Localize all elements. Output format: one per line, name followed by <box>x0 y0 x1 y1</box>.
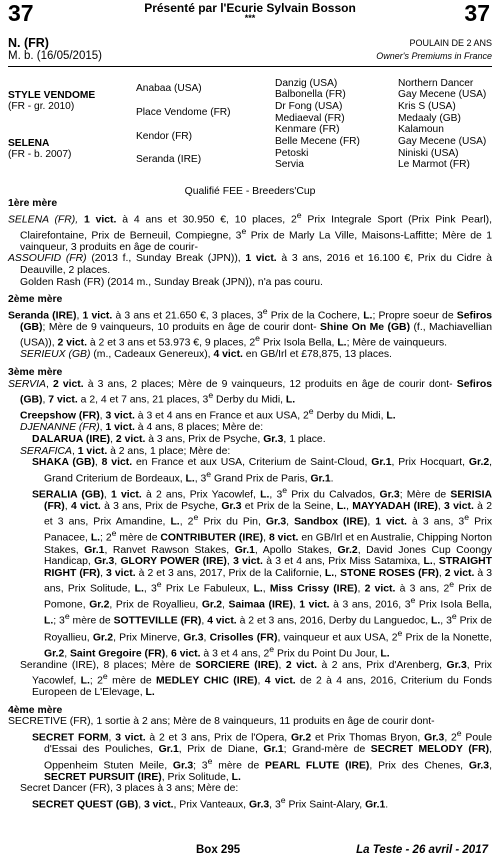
lot-number-right: 37 <box>464 0 490 26</box>
page-footer <box>0 845 500 859</box>
horse-details: M. b. (16/05/2015) <box>8 50 102 62</box>
paragraph: Seranda (IRE), 1 vict. à 3 ans et 21.650 €, 3 places, 3e Prix de la Cochere, L.; Propre soeur de Sefiros (GB); Mère de 9 vainqueurs, 10 produits en âge de courir dont- Shine On Me (GB) (f., Machiavellian (USA)), 2 vict. à 2 et 3 ans et 53.973 €, 9 places, 2e Prix Isola Bella, L.; Mère de vainqueurs. <box>8 305 493 349</box>
paragraph: SECRET FORM, 3 vict. à 2 et 3 ans, Prix de l'Opera, Gr.2 et Prix Thomas Bryon, Gr.3, 2e Poule d'Essai des Pouliches, Gr.1, Prix de Diane, Gr.1; Grand-mère de SECRET MELODY (FR), Oppenheim Stuten Meile, Gr.3; 3e mère de PEARL FLUTE (IRE), Prix des Chenes, Gr.3, SECRET PURSUIT (IRE), Prix Solitude, L. <box>32 728 492 783</box>
paragraph: SELENA (FR), 1 vict. à 4 ans et 30.950 €, 10 places, 2e Prix Integrale Sport (Prix Pink Pearl), Clairefontaine, Prix de Berneuil, Compiegne, 3e Prix de Marly La Ville, Maisons-Laffitte; Mère de 1 vainqueur, 3 produits en âge de courir- <box>8 209 492 253</box>
paragraph: DJENANNE (FR), 1 vict. à 4 ans, 8 places; Mère de: <box>20 422 264 434</box>
ped-g4: Kalamoun <box>398 124 444 135</box>
section-heading: 2ème mère <box>8 294 63 306</box>
ped-g2: Kendor (FR) <box>136 131 193 142</box>
presented-by: Présenté par l'Ecurie Sylvain Bosson <box>144 1 356 15</box>
paragraph: SERIEUX (GB) (m., Cadeaux Genereux), 4 vict. en GB/Irl et £78,875, 13 places. <box>20 349 392 361</box>
ped-g2: Anabaa (USA) <box>136 83 202 94</box>
paragraph: SERVIA, 2 vict. à 3 ans, 2 places; Mère de 9 vainqueurs, 12 produits en âge de courir dont- Sefiros (GB), 7 vict. a 2, 4 et 7 ans, 21 places, 3e Derby du Midi, L. <box>8 378 492 406</box>
ped-g4: Kris S (USA) <box>398 101 456 112</box>
ped-g3: Kenmare (FR) <box>275 124 340 135</box>
paragraph: SHAKA (GB), 8 vict. en France et aux USA, Criterium de Saint-Cloud, Gr.1, Prix Hocquart, Gr.2, Grand Criterium de Bordeaux, L., 3e Grand Prix de Paris, Gr.1. <box>32 457 492 485</box>
catalogue-header <box>0 0 500 28</box>
paragraph: SECRETIVE (FR), 1 sortie à 2 ans; Mère de 8 vainqueurs, 11 produits en âge de courir dont- <box>8 716 435 728</box>
section-heading: 4ème mère <box>8 704 63 716</box>
lot-number-left: 37 <box>8 0 34 26</box>
ped-g4: Medaaly (GB) <box>398 113 461 124</box>
box-number: Box 295 <box>196 844 241 856</box>
ped-g3: Mediaeval (FR) <box>275 113 345 124</box>
paragraph: ASSOUFID (FR) (2013 f., Sunday Break (JPN)), 1 vict. à 3 ans, 2016 et 16.100 €, Prix du Cidre à Deauville, 2 places. <box>8 253 492 276</box>
horse-name: N. (FR) <box>8 36 49 50</box>
sire-name: STYLE VENDOME <box>8 90 96 101</box>
paragraph: DALARUA (IRE), 2 vict. à 3 ans, Prix de Psyche, Gr.3, 1 place. <box>32 433 326 445</box>
horse-identity <box>8 37 492 63</box>
ped-g2: Place Vendome (FR) <box>136 107 231 118</box>
ped-g3: Petoski <box>275 148 309 159</box>
ped-g3: Balbonella (FR) <box>275 89 346 100</box>
ped-g3: Belle Mecene (FR) <box>275 136 360 147</box>
sale-place-date: La Teste - 26 avril - 2017 <box>356 844 488 856</box>
paragraph: Golden Rash (FR) (2014 m., Sunday Break (JPN)), n'a pas couru. <box>20 276 323 288</box>
paragraph: Secret Dancer (FR), 3 places à 3 ans; Mère de: <box>20 783 239 795</box>
ped-g4: Le Marmot (FR) <box>398 159 470 170</box>
paragraph: SERAFICA, 1 vict. à 2 ans, 1 place; Mère de: <box>20 445 231 457</box>
horse-type: POULAIN DE 2 ANS <box>409 38 492 48</box>
ped-g3: Servia <box>275 159 304 170</box>
ped-g4: Gay Mecene (USA) <box>398 89 487 100</box>
ped-g4: Niniski (USA) <box>398 148 459 159</box>
paragraph: Serandine (IRE), 8 places; Mère de SORCIERE (IRE), 2 vict. à 2 ans, Prix d'Arenberg, Gr.3, Prix Yacowlef, L.; 2e mère de MEDLEY CHIC (IRE), 4 vict. de 2 à 4 ans, 2016, Criterium du Fonds Europeen de L'Elevage, L. <box>20 659 493 699</box>
paragraph: SECRET QUEST (GB), 3 vict., Prix Vanteaux, Gr.3, 3e Prix Saint-Alary, Gr.1. <box>32 794 389 811</box>
sire-info: (FR - gr. 2010) <box>8 101 75 112</box>
paragraph: SERALIA (GB), 1 vict. à 2 ans, Prix Yacowlef, L., 3e Prix du Calvados, Gr.3; Mère de SERISIA (FR), 4 vict. à 3 ans, Prix de Psyche, Gr.3 et Prix de la Seine, L., MAYYADAH (IRE), 3 vict. à 2 et 3 ans, Prix Amandine, L., 2e Prix du Pin, Gr.3, Sandbox (IRE), 1 vict. à 3 ans, 3e Prix Panacee, L.; 2e mère de CONTRIBUTER (IRE), 8 vict. en GB/Irl et en Australie, Chipping Norton Stakes, Gr.1, Ranvet Rawson Stakes, Gr.1, Apollo Stakes, Gr.2, David Jones Cup Coongy Handicap, Gr.3, GLORY POWER (IRE), 3 vict. à 3 et 4 ans, Prix Miss Satamixa, L., STRAIGHT RIGHT (FR), 3 vict. à 2 et 3 ans, 2017, Prix de la Californie, L., STONE ROSES (FR), 2 vict. à 3 ans, Prix Solitude, L., 3e Prix Le Fabuleux, L., Miss Crissy (IRE), 2 vict. à 3 ans, 2e Prix de Pomone, Gr.2, Prix de Royallieu, Gr.2, Saimaa (IRE), 1 vict. à 3 ans, 2016, 3e Prix Isola Bella, L.; 3e mère de SOTTEVILLE (FR), 4 vict. à 2 et 3 ans, 2016, Derby du Languedoc, L., 3e Prix de Royallieu, Gr.2, Prix Minerve, Gr.3, Crisolles (FR), vainqueur et aux USA, 2e Prix de la Nonette, Gr.2, Saint Gregoire (FR), 6 vict. à 3 et 4 ans, 2e Prix du Point Du Jour, L. <box>32 484 493 660</box>
divider <box>8 66 492 67</box>
owner-premiums: Owner's Premiums in France <box>376 51 492 61</box>
dam-name: SELENA <box>8 138 50 149</box>
qualification: Qualifié FEE - Breeders'Cup <box>184 186 316 197</box>
section-heading: 3ème mère <box>8 367 63 378</box>
ped-g3: Danzig (USA) <box>275 78 338 89</box>
pedigree-table <box>8 78 494 178</box>
ped-g4: Gay Mecene (USA) <box>398 136 487 147</box>
section-heading: 1ère mère <box>8 198 58 209</box>
ped-g4: Northern Dancer <box>398 78 474 89</box>
ped-g3: Dr Fong (USA) <box>275 101 343 112</box>
dam-info: (FR - b. 2007) <box>8 149 72 160</box>
stars: *** <box>244 13 256 23</box>
catalogue-body <box>8 198 492 811</box>
ped-g2: Seranda (IRE) <box>136 154 202 165</box>
paragraph: Creepshow (FR), 3 vict. à 3 et 4 ans en France et aux USA, 2e Derby du Midi, L. <box>20 406 396 422</box>
